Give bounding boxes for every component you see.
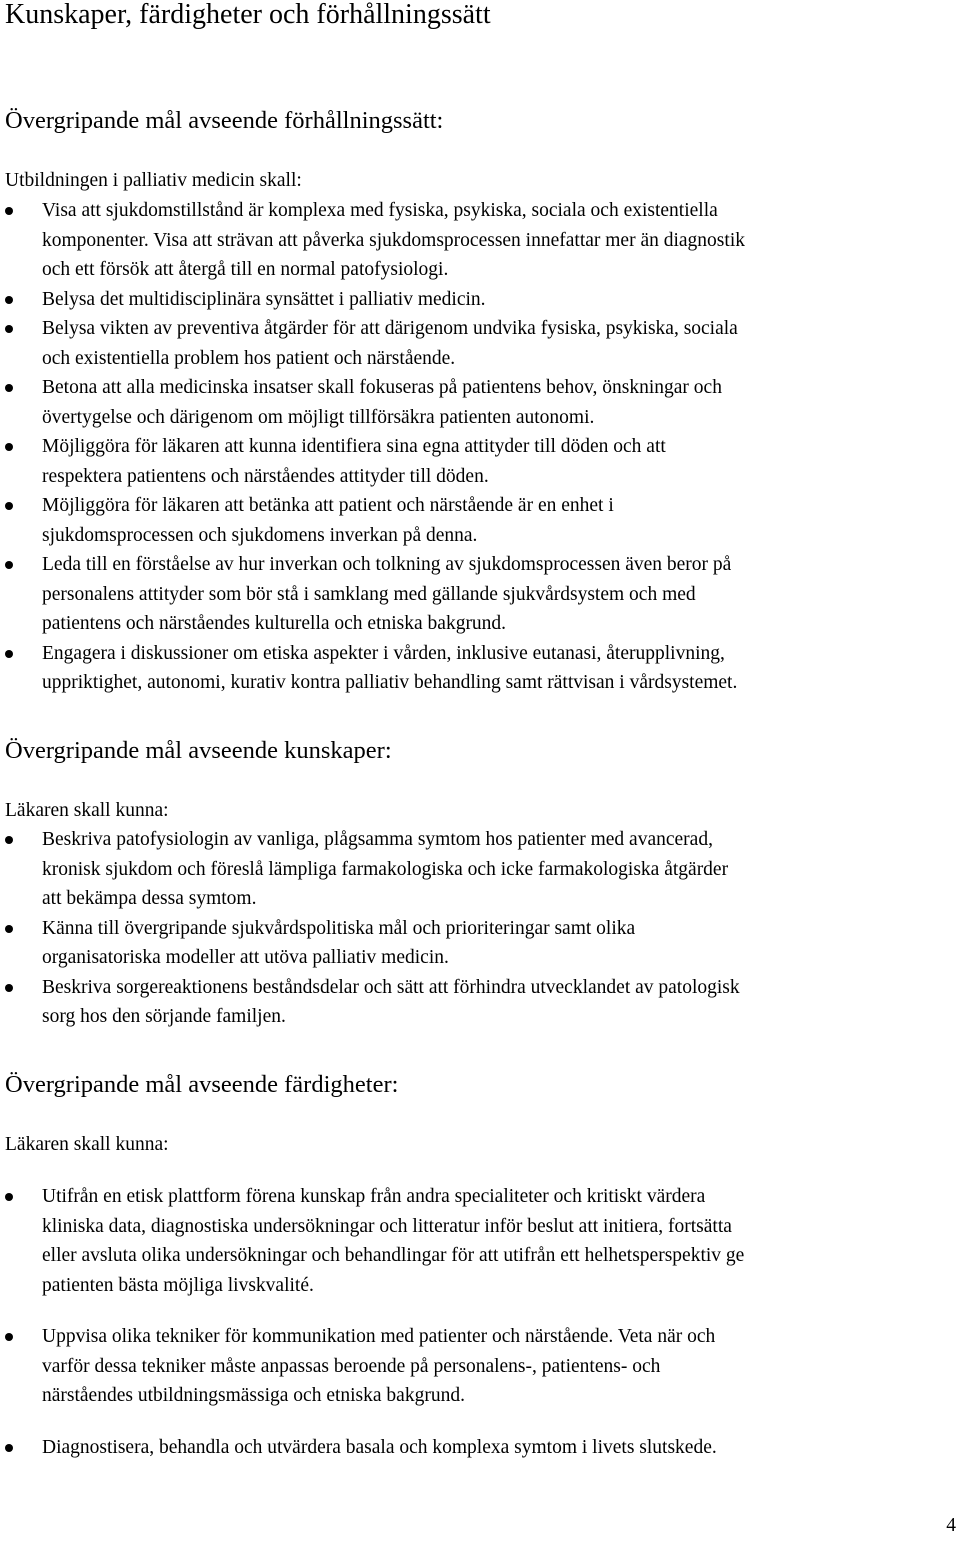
section-heading-fardigheter: Övergripande mål avseende färdigheter: <box>5 1071 399 1098</box>
list-item <box>0 914 960 973</box>
list-item-line: Möjliggöra för läkaren att betänka att patient och närstående är en enhet i <box>42 495 614 516</box>
page-number: 4 <box>946 1515 956 1536</box>
list-item-line: Uppvisa olika tekniker för kommunikation med patienter och närstående. Veta när och <box>42 1326 716 1347</box>
list-item-line: Visa att sjukdomstillstånd är komplexa med fysiska, psykiska, sociala och existentiella <box>42 200 718 221</box>
list-item-line: patientens och närståendes kulturella och etniska bakgrund. <box>42 613 507 634</box>
list-item <box>0 373 960 432</box>
list-item-line: eller avsluta olika undersökningar och behandlingar för att utifrån ett helhetsperspektiv ge <box>42 1245 745 1266</box>
bullet-list-forhallningssatt <box>0 196 960 698</box>
list-item-line: Beskriva patofysiologin av vanliga, plågsamma symtom hos patienter med avancerad, <box>42 829 713 850</box>
list-item-line: och ett försök att återgå till en normal patofysiologi. <box>42 259 449 280</box>
list-item-line: sjukdomsprocessen och sjukdomens inverkan på denna. <box>42 524 478 546</box>
list-item <box>0 314 960 373</box>
section-intro-kunskaper: Läkaren skall kunna: <box>5 800 169 821</box>
list-item-line: Belysa det multidisciplinära synsättet i palliativ medicin. <box>42 288 486 310</box>
list-item-line: Belysa vikten av preventiva åtgärder för att därigenom undvika fysiska, psykiska, sociala <box>42 318 738 339</box>
list-item <box>0 491 960 550</box>
list-item-line: att bekämpa dessa symtom. <box>42 888 257 909</box>
list-item-line: Möjliggöra för läkaren att kunna identifiera sina egna attityder till döden och att <box>42 436 666 457</box>
list-item-line: respektera patientens och närståendes attityder till döden. <box>42 465 489 487</box>
list-item <box>0 825 960 914</box>
list-item <box>0 1182 960 1300</box>
list-item-line: Känna till övergripande sjukvårdspolitiska mål och prioriteringar samt olika <box>42 917 636 939</box>
bullet-icon <box>5 836 13 844</box>
list-item <box>0 973 960 1032</box>
bullet-icon <box>5 502 13 510</box>
list-item <box>0 550 960 639</box>
bullet-list-fardigheter <box>0 1182 960 1462</box>
list-item-line: och existentiella problem hos patient och närstående. <box>42 347 456 369</box>
list-item-line: närståendes utbildningsmässiga och etniska bakgrund. <box>42 1385 465 1406</box>
section-heading-kunskaper: Övergripande mål avseende kunskaper: <box>5 737 392 764</box>
bullet-icon <box>5 1444 13 1452</box>
bullet-icon <box>5 650 13 658</box>
list-item-line: komponenter. Visa att strävan att påverka sjukdomsprocessen innefattar mer än diagnostik <box>42 229 745 251</box>
page-title: Kunskaper, färdigheter och förhållningssätt <box>5 0 491 30</box>
list-item <box>0 639 960 698</box>
list-item <box>0 432 960 491</box>
list-item <box>0 1322 960 1411</box>
list-item-line: sorg hos den sörjande familjen. <box>42 1006 286 1027</box>
bullet-icon <box>5 443 13 451</box>
list-item-line: övertygelse och därigenom om möjligt tillförsäkra patienten autonomi. <box>42 406 595 428</box>
list-item <box>0 1433 960 1463</box>
list-item-line: patienten bästa möjliga livskvalité. <box>42 1274 314 1296</box>
section-heading-forhallningssatt: Övergripande mål avseende förhållningssätt: <box>5 107 444 134</box>
list-item-line: Beskriva sorgereaktionens beståndsdelar och sätt att förhindra utvecklandet av patologisk <box>42 976 740 998</box>
list-item-line: Engagera i diskussioner om etiska aspekter i vården, inklusive eutanasi, återupplivning, <box>42 642 725 664</box>
list-item-line: kronisk sjukdom och föreslå lämpliga farmakologiska och icke farmakologiska åtgärder <box>42 858 729 880</box>
list-item-line: Leda till en förståelse av hur inverkan och tolkning av sjukdomsprocessen även beror på <box>42 554 732 575</box>
bullet-icon <box>5 561 13 569</box>
list-item-line: varför dessa tekniker måste anpassas beroende på personalens-, patientens- och <box>42 1355 661 1377</box>
bullet-icon <box>5 296 13 304</box>
list-item <box>0 285 960 315</box>
list-item-line: uppriktighet, autonomi, kurativ kontra palliativ behandling samt rättvisan i vårdsystemet. <box>42 672 738 693</box>
section-intro-forhallningssatt: Utbildningen i palliativ medicin skall: <box>5 170 302 191</box>
section-intro-fardigheter: Läkaren skall kunna: <box>5 1134 169 1155</box>
list-item <box>0 196 960 285</box>
list-item-line: organisatoriska modeller att utöva palliativ medicin. <box>42 947 449 968</box>
list-item-line: personalens attityder som bör stå i samklang med gällande sjukvårdsystem och med <box>42 583 696 605</box>
bullet-icon <box>5 207 13 215</box>
bullet-list-kunskaper <box>0 825 960 1032</box>
bullet-icon <box>5 1193 13 1201</box>
list-item-line: Diagnostisera, behandla och utvärdera basala och komplexa symtom i livets slutskede. <box>42 1436 717 1458</box>
list-item-line: kliniska data, diagnostiska undersökningar och litteratur inför beslut att initiera, fortsätta <box>42 1215 732 1237</box>
bullet-icon <box>5 325 13 333</box>
bullet-icon <box>5 925 13 933</box>
bullet-icon <box>5 384 13 392</box>
bullet-icon <box>5 1333 13 1341</box>
list-item-line: Utifrån en etisk plattform förena kunskap från andra specialiteter och kritiskt värdera <box>42 1186 706 1207</box>
list-item-line: Betona att alla medicinska insatser skall fokuseras på patientens behov, önskningar och <box>42 377 722 398</box>
bullet-icon <box>5 984 13 992</box>
